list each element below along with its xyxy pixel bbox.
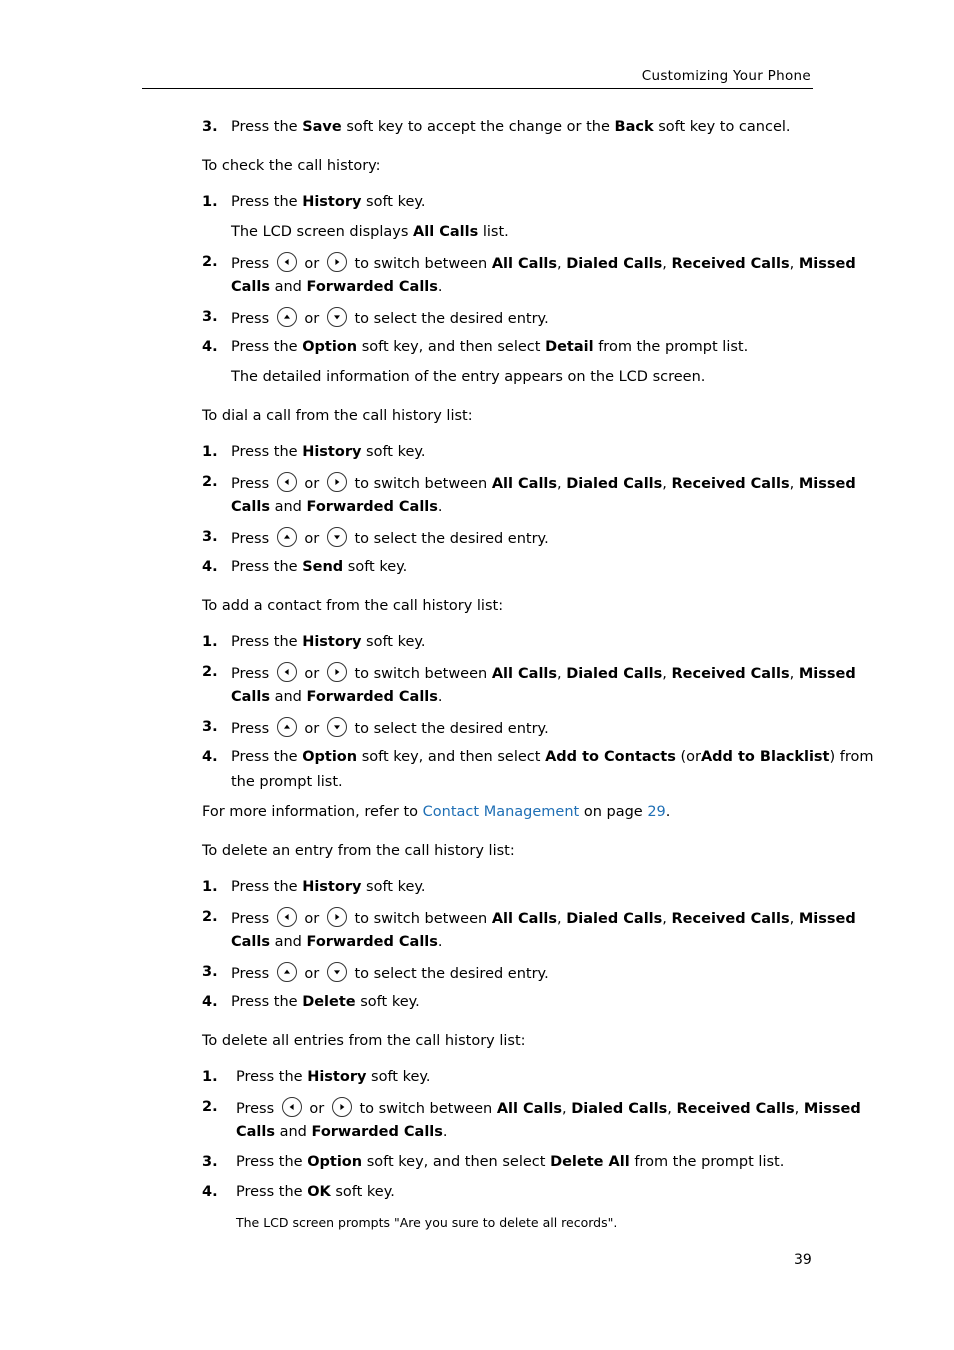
down-arrow-key-icon	[327, 527, 347, 547]
up-arrow-key-icon	[277, 307, 297, 327]
section-heading: To dial a call from the call history list:	[202, 408, 473, 424]
right-arrow-key-icon	[327, 907, 347, 927]
page-link[interactable]: 29	[647, 804, 666, 820]
right-arrow-key-icon	[332, 1097, 352, 1117]
running-header: Customizing Your Phone	[641, 68, 811, 84]
right-arrow-key-icon	[327, 662, 347, 682]
down-arrow-key-icon	[327, 307, 347, 327]
section-heading: To check the call history:	[202, 158, 381, 174]
up-arrow-key-icon	[277, 527, 297, 547]
left-arrow-key-icon	[277, 252, 297, 272]
contact-management-link[interactable]: Contact Management	[422, 804, 580, 820]
down-arrow-key-icon	[327, 717, 347, 737]
more-info: For more information, refer to Contact Management on page 29.	[202, 804, 671, 820]
section-heading: To delete all entries from the call history list:	[202, 1033, 526, 1049]
left-arrow-key-icon	[277, 907, 297, 927]
section-heading: To delete an entry from the call history list:	[202, 843, 515, 859]
header-divider	[142, 88, 813, 89]
section-heading: To add a contact from the call history list:	[202, 598, 504, 614]
up-arrow-key-icon	[277, 962, 297, 982]
up-arrow-key-icon	[277, 717, 297, 737]
left-arrow-key-icon	[277, 662, 297, 682]
step-note: The LCD screen prompts "Are you sure to delete all records".	[236, 1215, 618, 1230]
left-arrow-key-icon	[277, 472, 297, 492]
step-note: The detailed information of the entry appears on the LCD screen.	[231, 369, 706, 385]
right-arrow-key-icon	[327, 252, 347, 272]
page-number: 39	[794, 1252, 812, 1268]
down-arrow-key-icon	[327, 962, 347, 982]
left-arrow-key-icon	[282, 1097, 302, 1117]
right-arrow-key-icon	[327, 472, 347, 492]
step-note: The LCD screen displays All Calls list.	[231, 224, 509, 240]
